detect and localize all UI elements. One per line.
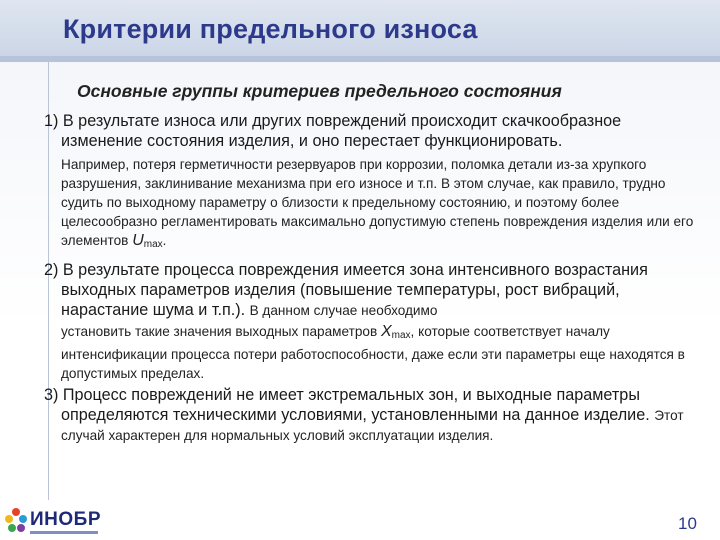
criterion-3-inline-note: Этот случай характерен для нормальных условий эксплуатации изделия.: [61, 408, 684, 443]
logo-underline: [30, 531, 98, 534]
slide-title: Критерии предельного износа: [63, 14, 478, 44]
page-number: 10: [678, 514, 697, 533]
criterion-2-note-end: , которые соответствует началу интенсификации процесса потери работоспособности, даже если эти параметры еще находятся в допустимых пределах.: [61, 324, 685, 381]
criterion-2-note: [44, 322, 704, 383]
criterion-item-2: [44, 260, 704, 383]
criterion-item-3: [44, 385, 704, 445]
criterion-1-note: [44, 155, 704, 254]
criterion-1-note-end: .: [162, 233, 167, 248]
criterion-1-var-sub: max: [143, 239, 163, 250]
criterion-2-var-sub: max: [391, 330, 411, 341]
header-band: [0, 0, 720, 62]
criterion-1-var: U: [132, 232, 144, 249]
inobr-logo: [4, 507, 124, 537]
logo-text: ИНОБР: [30, 509, 101, 530]
criterion-2-main: 2) В результате процесса повреждения имеется зона интенсивного возрастания выходных параметров изделия (повышение температуры, рост вибраций, нарастание шума и т.п.).: [44, 261, 648, 319]
criterion-2-text: [44, 260, 704, 320]
criterion-1-text: 1) В результате износа или других повреждений происходит скачкообразное изменение состояния изделия, и оно перестает функционировать.: [44, 112, 622, 150]
criterion-item-1: [44, 111, 704, 254]
criterion-2-var: X: [380, 323, 392, 340]
colored-dots-logo-icon: [4, 507, 28, 535]
slide-subtitle: Основные группы критериев предельного состояния: [77, 81, 562, 101]
criterion-3-text: [44, 385, 704, 445]
criterion-2-note-text: установить такие значения выходных параметров: [61, 324, 381, 339]
criterion-2-inline-note: В данном случае необходимо: [249, 303, 438, 318]
criterion-3-main: 3) Процесс повреждений не имеет экстремальных зон, и выходные параметры определяются техническими условиями, установленными на данное изделие.: [44, 386, 655, 424]
criterion-1-note-text: Например, потеря герметичности резервуаров при коррозии, поломка детали из-за хрупкого разрушения, заклинивание механизма при его износе и т.п. В этом случае, как правило, трудно судить по выходному параметру о близости к предельному состоянию, и поэтому более целесообразно регламентировать максимально допустимую степень повреждения изделия или его элементов: [61, 157, 694, 248]
